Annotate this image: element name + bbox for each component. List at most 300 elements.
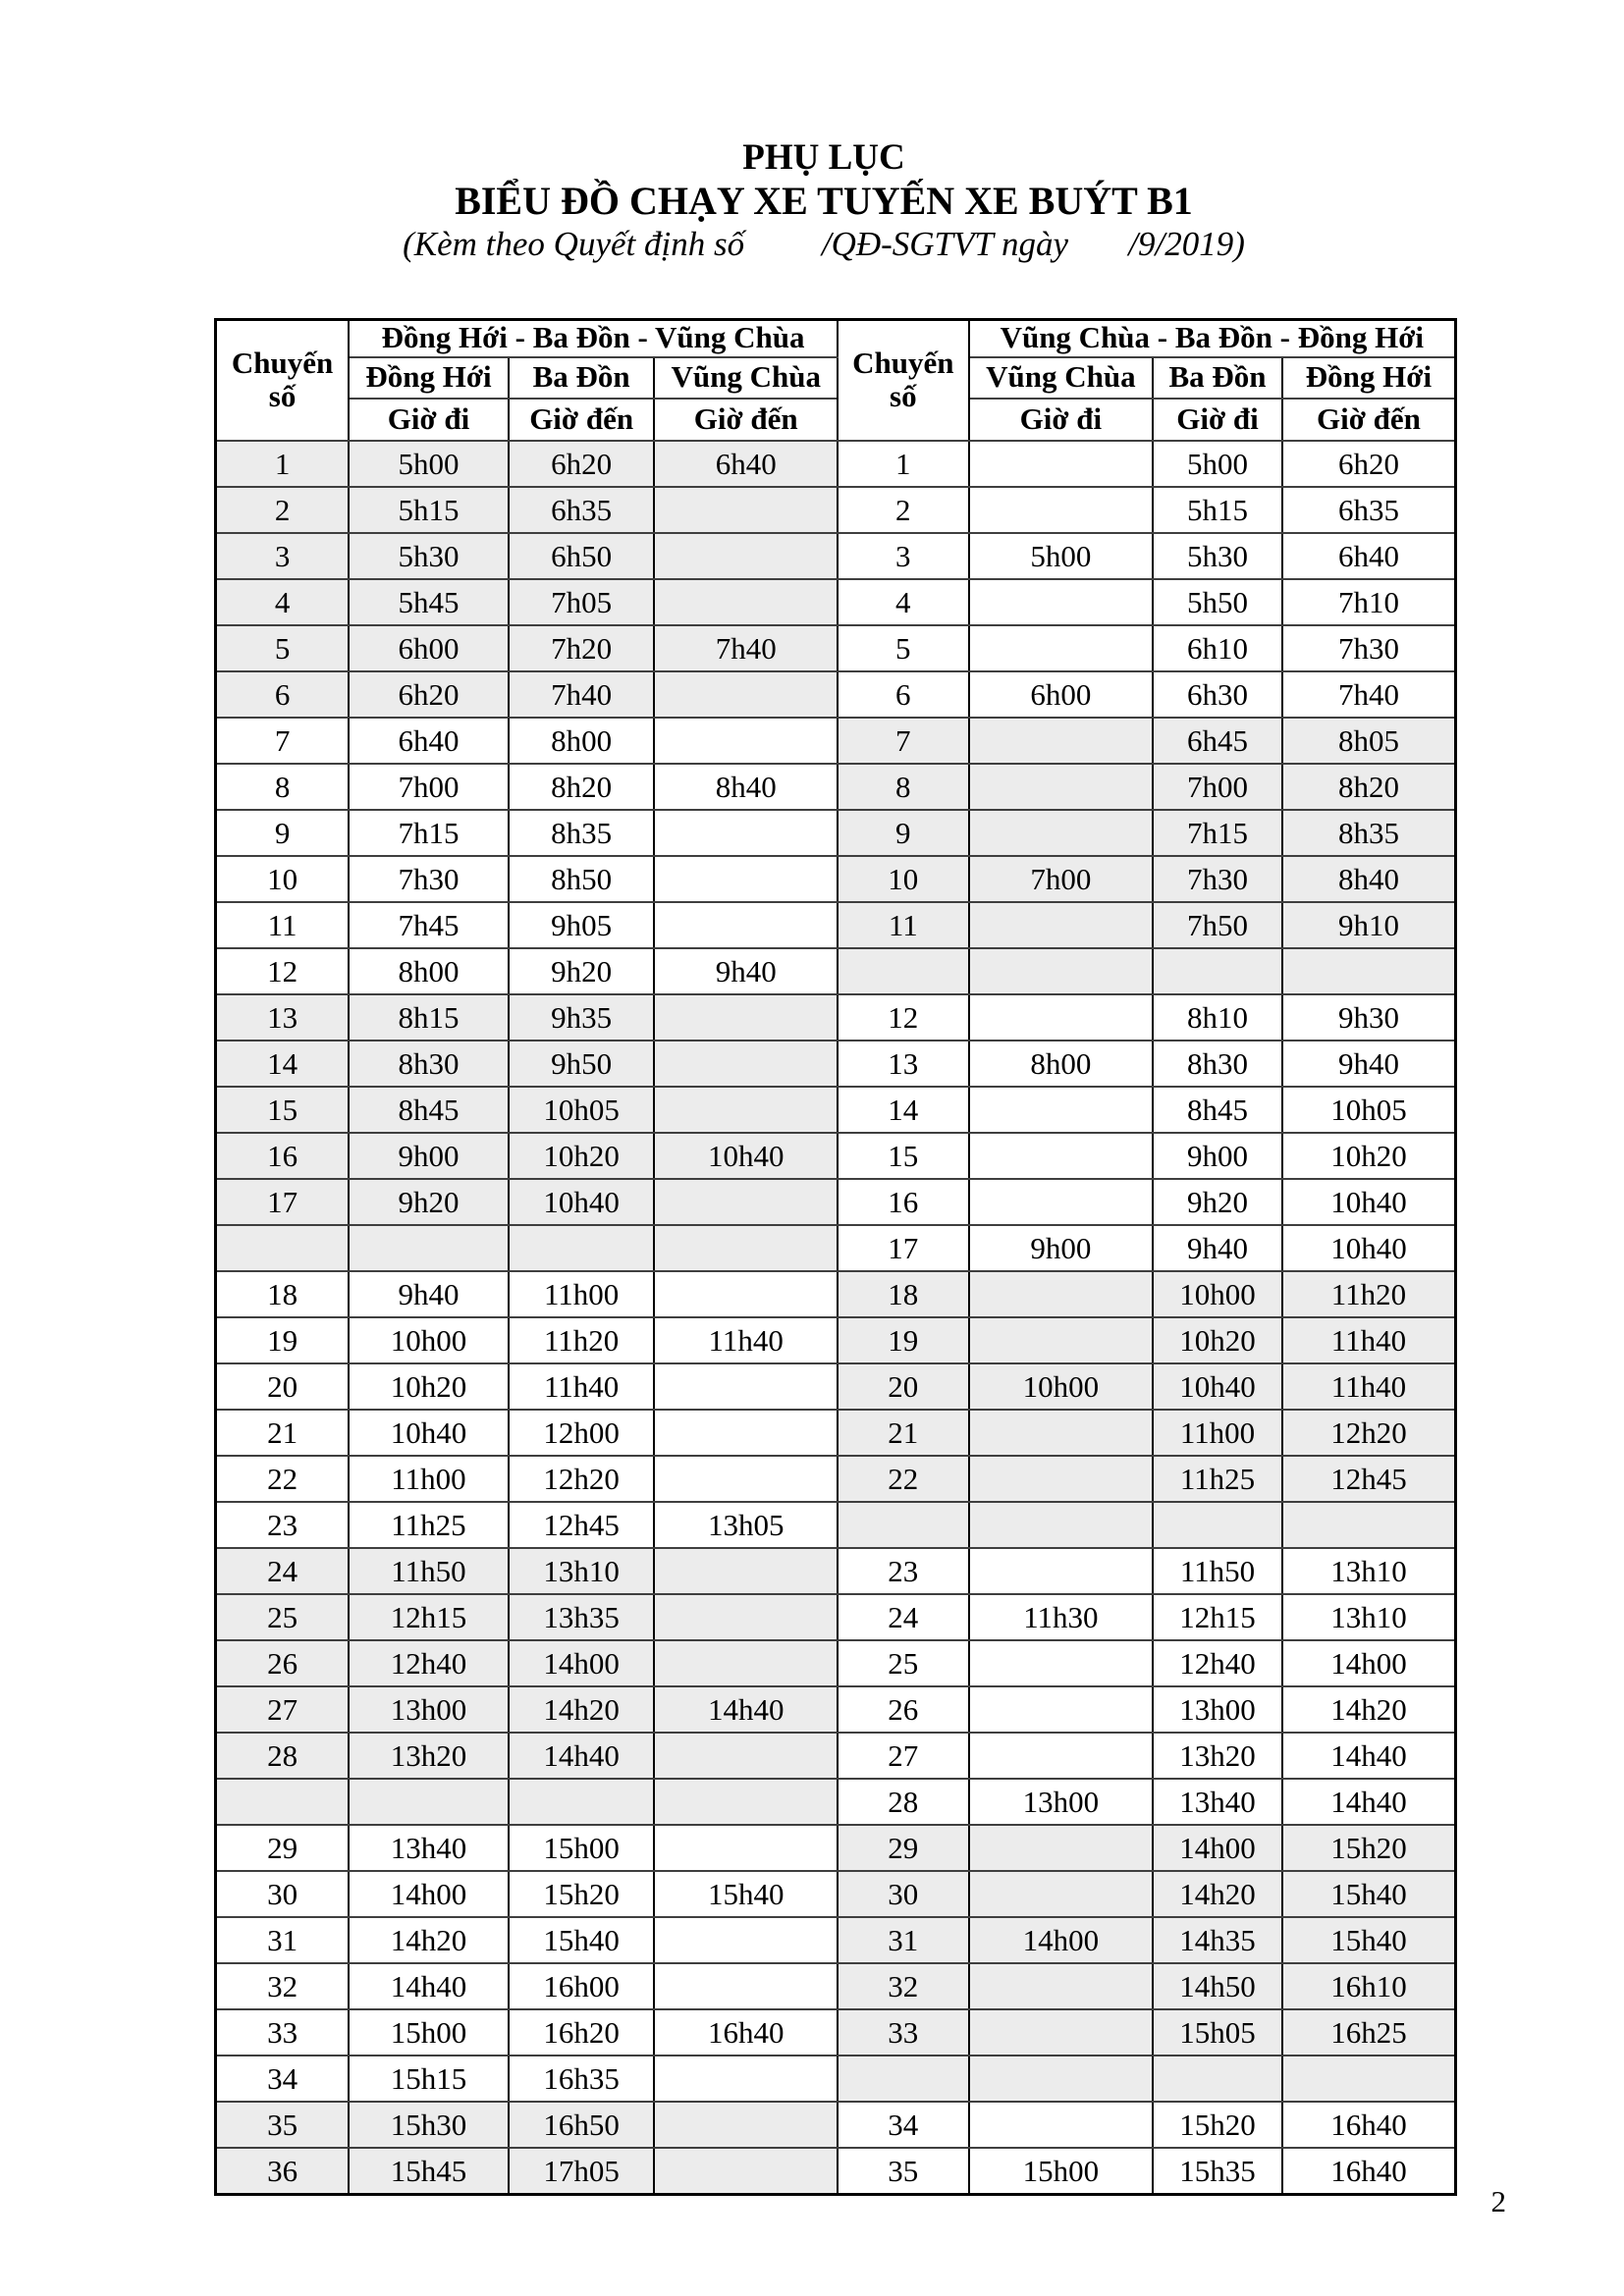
time-cell: 8h50 [509, 856, 655, 902]
time-cell: 12h20 [509, 1456, 655, 1502]
trip-number-cell: 31 [216, 1917, 350, 1963]
header-time-right-1: Giờ đi [1153, 399, 1282, 441]
trip-number-cell: 23 [838, 1548, 969, 1594]
time-cell: 10h00 [1153, 1271, 1282, 1317]
time-cell: 11h25 [1153, 1456, 1282, 1502]
time-cell: 10h40 [654, 1133, 838, 1179]
time-cell: 10h20 [349, 1363, 509, 1410]
time-cell: 11h50 [349, 1548, 509, 1594]
time-cell: 8h05 [1282, 718, 1456, 764]
trip-number-cell: 16 [216, 1133, 350, 1179]
time-cell: 12h15 [349, 1594, 509, 1640]
trip-number-cell [216, 1225, 350, 1271]
trip-number-cell: 35 [216, 2102, 350, 2148]
time-cell: 10h40 [349, 1410, 509, 1456]
time-cell: 7h15 [349, 810, 509, 856]
trip-number-cell: 15 [838, 1133, 969, 1179]
time-cell: 6h20 [509, 441, 655, 487]
header-station-left-0: Đồng Hới [349, 357, 509, 399]
time-cell: 13h40 [349, 1825, 509, 1871]
time-cell: 11h40 [1282, 1317, 1456, 1363]
time-cell: 15h00 [349, 2009, 509, 2056]
trip-number-cell: 7 [216, 718, 350, 764]
trip-number-cell: 34 [838, 2102, 969, 2148]
trip-number-cell: 2 [216, 487, 350, 533]
time-cell: 8h45 [349, 1087, 509, 1133]
time-cell: 8h30 [349, 1041, 509, 1087]
time-cell: 7h30 [1153, 856, 1282, 902]
trip-number-cell: 8 [838, 764, 969, 810]
time-cell: 13h10 [1282, 1594, 1456, 1640]
time-cell: 5h15 [1153, 487, 1282, 533]
schedule-row [216, 671, 1456, 718]
page-number: 2 [1490, 2184, 1506, 2218]
time-cell [654, 718, 838, 764]
time-cell: 16h00 [509, 1963, 655, 2009]
trip-number-cell: 5 [838, 625, 969, 671]
time-cell: 9h05 [509, 902, 655, 948]
time-cell: 9h20 [349, 1179, 509, 1225]
time-cell: 12h20 [1282, 1410, 1456, 1456]
trip-number-cell: 27 [838, 1733, 969, 1779]
schedule-row [216, 1825, 1456, 1871]
schedule-row [216, 1640, 1456, 1686]
bus-schedule-table [214, 318, 1457, 2196]
time-cell [654, 1917, 838, 1963]
time-cell: 8h00 [349, 948, 509, 994]
header-time-left-1: Giờ đến [509, 399, 655, 441]
time-cell: 15h05 [1153, 2009, 1282, 2056]
time-cell: 7h15 [1153, 810, 1282, 856]
time-cell: 8h40 [654, 764, 838, 810]
time-cell: 9h00 [969, 1225, 1154, 1271]
trip-number-cell: 25 [216, 1594, 350, 1640]
time-cell [509, 1225, 655, 1271]
time-cell: 16h50 [509, 2102, 655, 2148]
time-cell: 16h40 [654, 2009, 838, 2056]
time-cell: 8h35 [1282, 810, 1456, 856]
trip-number-cell: 3 [838, 533, 969, 579]
header-row-stations [216, 357, 1456, 399]
time-cell [969, 764, 1154, 810]
trip-number-cell: 16 [838, 1179, 969, 1225]
time-cell: 5h30 [1153, 533, 1282, 579]
trip-number-cell: 29 [216, 1825, 350, 1871]
time-cell: 11h20 [509, 1317, 655, 1363]
header-trip-number-left: Chuyến số [216, 320, 350, 441]
trip-number-cell: 32 [216, 1963, 350, 2009]
trip-number-cell: 11 [216, 902, 350, 948]
time-cell [654, 902, 838, 948]
time-cell: 14h20 [509, 1686, 655, 1733]
appendix-label: PHỤ LỤC [742, 137, 905, 178]
trip-number-cell: 33 [838, 2009, 969, 2056]
header-row-times [216, 399, 1456, 441]
table-body [216, 441, 1456, 2195]
schedule-row [216, 856, 1456, 902]
trip-number-cell: 22 [838, 1456, 969, 1502]
time-cell: 10h20 [1282, 1133, 1456, 1179]
time-cell: 8h20 [1282, 764, 1456, 810]
time-cell: 14h40 [1282, 1733, 1456, 1779]
time-cell: 7h05 [509, 579, 655, 625]
time-cell: 16h25 [1282, 2009, 1456, 2056]
time-cell [969, 579, 1154, 625]
time-cell: 7h30 [349, 856, 509, 902]
schedule-row [216, 625, 1456, 671]
schedule-row [216, 1271, 1456, 1317]
time-cell [969, 810, 1154, 856]
trip-number-cell: 24 [838, 1594, 969, 1640]
time-cell [654, 487, 838, 533]
time-cell [969, 1087, 1154, 1133]
time-cell: 11h30 [969, 1594, 1154, 1640]
header-time-left-2: Giờ đến [654, 399, 838, 441]
time-cell: 7h00 [349, 764, 509, 810]
schedule-row [216, 1548, 1456, 1594]
time-cell: 14h00 [1153, 1825, 1282, 1871]
schedule-row [216, 1317, 1456, 1363]
time-cell: 11h20 [1282, 1271, 1456, 1317]
time-cell [654, 1640, 838, 1686]
schedule-row [216, 1963, 1456, 2009]
time-cell: 10h20 [509, 1133, 655, 1179]
time-cell [969, 1502, 1154, 1548]
time-cell: 6h10 [1153, 625, 1282, 671]
time-cell: 17h05 [509, 2148, 655, 2195]
header-route-right: Vũng Chùa - Ba Đồn - Đồng Hới [969, 320, 1456, 357]
schedule-row [216, 1133, 1456, 1179]
time-cell [654, 2056, 838, 2102]
time-cell: 9h00 [1153, 1133, 1282, 1179]
trip-number-cell: 6 [838, 671, 969, 718]
time-cell [969, 2102, 1154, 2148]
time-cell: 9h50 [509, 1041, 655, 1087]
time-cell [969, 1963, 1154, 2009]
schedule-row [216, 1363, 1456, 1410]
time-cell [654, 2148, 838, 2195]
trip-number-cell: 5 [216, 625, 350, 671]
trip-number-cell: 20 [838, 1363, 969, 1410]
time-cell: 7h40 [509, 671, 655, 718]
schedule-row [216, 2056, 1456, 2102]
time-cell [969, 994, 1154, 1041]
time-cell [654, 1087, 838, 1133]
trip-number-cell: 20 [216, 1363, 350, 1410]
time-cell: 16h40 [1282, 2148, 1456, 2195]
time-cell [969, 1271, 1154, 1317]
time-cell [969, 1640, 1154, 1686]
time-cell: 14h00 [969, 1917, 1154, 1963]
time-cell: 6h30 [1153, 671, 1282, 718]
time-cell: 13h00 [969, 1779, 1154, 1825]
time-cell: 11h40 [509, 1363, 655, 1410]
trip-number-cell [838, 948, 969, 994]
time-cell [969, 718, 1154, 764]
time-cell: 12h45 [1282, 1456, 1456, 1502]
time-cell [969, 2056, 1154, 2102]
time-cell [969, 1686, 1154, 1733]
trip-number-cell [838, 2056, 969, 2102]
trip-number-cell: 12 [838, 994, 969, 1041]
time-cell: 16h10 [1282, 1963, 1456, 2009]
time-cell: 9h40 [1153, 1225, 1282, 1271]
time-cell: 6h20 [349, 671, 509, 718]
time-cell: 8h20 [509, 764, 655, 810]
time-cell: 9h40 [1282, 1041, 1456, 1087]
time-cell: 16h35 [509, 2056, 655, 2102]
time-cell: 9h20 [1153, 1179, 1282, 1225]
time-cell: 12h40 [1153, 1640, 1282, 1686]
trip-number-cell: 9 [216, 810, 350, 856]
time-cell: 15h45 [349, 2148, 509, 2195]
time-cell [969, 1548, 1154, 1594]
table-header [216, 320, 1456, 441]
trip-number-cell: 17 [216, 1179, 350, 1225]
time-cell: 6h35 [509, 487, 655, 533]
time-cell [969, 1317, 1154, 1363]
trip-number-cell: 21 [838, 1410, 969, 1456]
time-cell [654, 1179, 838, 1225]
time-cell [654, 533, 838, 579]
header-time-right-0: Giờ đi [969, 399, 1154, 441]
schedule-row [216, 1179, 1456, 1225]
schedule-row [216, 764, 1456, 810]
schedule-row [216, 533, 1456, 579]
time-cell: 7h45 [349, 902, 509, 948]
time-cell: 13h10 [509, 1548, 655, 1594]
time-cell: 6h50 [509, 533, 655, 579]
header-time-right-2: Giờ đến [1282, 399, 1456, 441]
time-cell [654, 1963, 838, 2009]
time-cell: 10h20 [1153, 1317, 1282, 1363]
time-cell [349, 1225, 509, 1271]
trip-number-cell: 25 [838, 1640, 969, 1686]
trip-number-cell: 26 [216, 1640, 350, 1686]
time-cell: 10h05 [509, 1087, 655, 1133]
schedule-row [216, 1779, 1456, 1825]
time-cell: 10h40 [1282, 1225, 1456, 1271]
time-cell [509, 1779, 655, 1825]
time-cell: 13h20 [1153, 1733, 1282, 1779]
time-cell: 14h20 [349, 1917, 509, 1963]
schedule-row [216, 810, 1456, 856]
time-cell: 8h35 [509, 810, 655, 856]
trip-number-cell: 10 [216, 856, 350, 902]
time-cell: 9h35 [509, 994, 655, 1041]
time-cell [1153, 2056, 1282, 2102]
trip-number-cell: 10 [838, 856, 969, 902]
trip-number-cell: 34 [216, 2056, 350, 2102]
time-cell: 14h20 [1153, 1871, 1282, 1917]
time-cell [969, 948, 1154, 994]
time-cell: 14h35 [1153, 1917, 1282, 1963]
schedule-row [216, 1871, 1456, 1917]
time-cell: 6h40 [349, 718, 509, 764]
time-cell: 13h00 [349, 1686, 509, 1733]
time-cell: 14h00 [349, 1871, 509, 1917]
time-cell: 6h20 [1282, 441, 1456, 487]
schedule-row [216, 948, 1456, 994]
header-time-left-0: Giờ đi [349, 399, 509, 441]
trip-number-cell: 18 [216, 1271, 350, 1317]
time-cell: 7h40 [654, 625, 838, 671]
trip-number-cell: 19 [838, 1317, 969, 1363]
time-cell: 11h40 [654, 1317, 838, 1363]
schedule-row [216, 1733, 1456, 1779]
time-cell: 15h35 [1153, 2148, 1282, 2195]
time-cell: 13h05 [654, 1502, 838, 1548]
schedule-row [216, 1225, 1456, 1271]
trip-number-cell [838, 1502, 969, 1548]
trip-number-cell: 1 [216, 441, 350, 487]
schedule-row [216, 2009, 1456, 2056]
time-cell [969, 487, 1154, 533]
time-cell [654, 1779, 838, 1825]
time-cell: 7h00 [969, 856, 1154, 902]
time-cell: 5h30 [349, 533, 509, 579]
time-cell: 9h40 [654, 948, 838, 994]
schedule-row [216, 579, 1456, 625]
time-cell: 5h00 [969, 533, 1154, 579]
trip-number-cell: 4 [838, 579, 969, 625]
trip-number-cell: 14 [838, 1087, 969, 1133]
time-cell: 11h40 [1282, 1363, 1456, 1410]
time-cell [654, 671, 838, 718]
time-cell: 6h00 [349, 625, 509, 671]
time-cell [654, 1410, 838, 1456]
trip-number-cell: 6 [216, 671, 350, 718]
time-cell: 11h25 [349, 1502, 509, 1548]
header-station-right-1: Ba Đồn [1153, 357, 1282, 399]
time-cell [969, 625, 1154, 671]
time-cell: 8h00 [509, 718, 655, 764]
trip-number-cell [216, 1779, 350, 1825]
time-cell: 15h20 [1153, 2102, 1282, 2148]
time-cell: 14h40 [1282, 1779, 1456, 1825]
trip-number-cell: 9 [838, 810, 969, 856]
time-cell: 8h15 [349, 994, 509, 1041]
trip-number-cell: 33 [216, 2009, 350, 2056]
time-cell: 13h00 [1153, 1686, 1282, 1733]
header-row-route [216, 320, 1456, 357]
time-cell: 7h20 [509, 625, 655, 671]
time-cell: 14h50 [1153, 1963, 1282, 2009]
time-cell [654, 1041, 838, 1087]
trip-number-cell: 19 [216, 1317, 350, 1363]
trip-number-cell: 12 [216, 948, 350, 994]
time-cell [969, 902, 1154, 948]
time-cell: 7h10 [1282, 579, 1456, 625]
time-cell [969, 1825, 1154, 1871]
time-cell: 6h40 [1282, 533, 1456, 579]
time-cell: 7h30 [1282, 625, 1456, 671]
trip-number-cell: 24 [216, 1548, 350, 1594]
schedule-row [216, 1456, 1456, 1502]
time-cell: 14h00 [1282, 1640, 1456, 1686]
time-cell [654, 856, 838, 902]
time-cell: 16h40 [1282, 2102, 1456, 2148]
time-cell [654, 1363, 838, 1410]
time-cell [969, 1733, 1154, 1779]
header-trip-number-right: Chuyến số [838, 320, 969, 441]
trip-number-cell: 21 [216, 1410, 350, 1456]
trip-number-cell: 27 [216, 1686, 350, 1733]
time-cell: 5h00 [1153, 441, 1282, 487]
schedule-row [216, 1041, 1456, 1087]
header-route-left: Đồng Hới - Ba Đồn - Vũng Chùa [349, 320, 838, 357]
time-cell [969, 1133, 1154, 1179]
time-cell [969, 1456, 1154, 1502]
time-cell: 15h15 [349, 2056, 509, 2102]
schedule-row [216, 2102, 1456, 2148]
trip-number-cell: 32 [838, 1963, 969, 2009]
time-cell: 8h45 [1153, 1087, 1282, 1133]
schedule-row [216, 994, 1456, 1041]
time-cell: 9h40 [349, 1271, 509, 1317]
trip-number-cell: 15 [216, 1087, 350, 1133]
time-cell: 9h00 [349, 1133, 509, 1179]
time-cell: 6h40 [654, 441, 838, 487]
schedule-row [216, 718, 1456, 764]
time-cell [654, 1825, 838, 1871]
schedule-row [216, 1594, 1456, 1640]
trip-number-cell: 13 [838, 1041, 969, 1087]
time-cell: 7h50 [1153, 902, 1282, 948]
time-cell: 8h40 [1282, 856, 1456, 902]
time-cell: 7h40 [1282, 671, 1456, 718]
time-cell [654, 1594, 838, 1640]
trip-number-cell: 31 [838, 1917, 969, 1963]
trip-number-cell: 36 [216, 2148, 350, 2195]
time-cell: 13h10 [1282, 1548, 1456, 1594]
time-cell: 15h30 [349, 2102, 509, 2148]
time-cell: 8h10 [1153, 994, 1282, 1041]
time-cell [654, 2102, 838, 2148]
trip-number-cell: 26 [838, 1686, 969, 1733]
time-cell [1282, 1502, 1456, 1548]
trip-number-cell: 29 [838, 1825, 969, 1871]
trip-number-cell: 3 [216, 533, 350, 579]
time-cell [654, 579, 838, 625]
time-cell [654, 810, 838, 856]
time-cell [654, 1548, 838, 1594]
time-cell: 7h00 [1153, 764, 1282, 810]
schedule-row [216, 1502, 1456, 1548]
time-cell: 15h20 [509, 1871, 655, 1917]
time-cell: 15h40 [1282, 1871, 1456, 1917]
trip-number-cell: 7 [838, 718, 969, 764]
trip-number-cell: 17 [838, 1225, 969, 1271]
time-cell: 6h35 [1282, 487, 1456, 533]
time-cell: 5h15 [349, 487, 509, 533]
time-cell: 12h15 [1153, 1594, 1282, 1640]
time-cell: 5h50 [1153, 579, 1282, 625]
time-cell [969, 1871, 1154, 1917]
time-cell: 12h45 [509, 1502, 655, 1548]
time-cell: 13h35 [509, 1594, 655, 1640]
time-cell [654, 1456, 838, 1502]
time-cell: 15h40 [509, 1917, 655, 1963]
trip-number-cell: 28 [838, 1779, 969, 1825]
time-cell [654, 994, 838, 1041]
time-cell [654, 1225, 838, 1271]
schedule-row [216, 487, 1456, 533]
time-cell [969, 1179, 1154, 1225]
trip-number-cell: 13 [216, 994, 350, 1041]
time-cell: 11h00 [509, 1271, 655, 1317]
time-cell: 5h45 [349, 579, 509, 625]
